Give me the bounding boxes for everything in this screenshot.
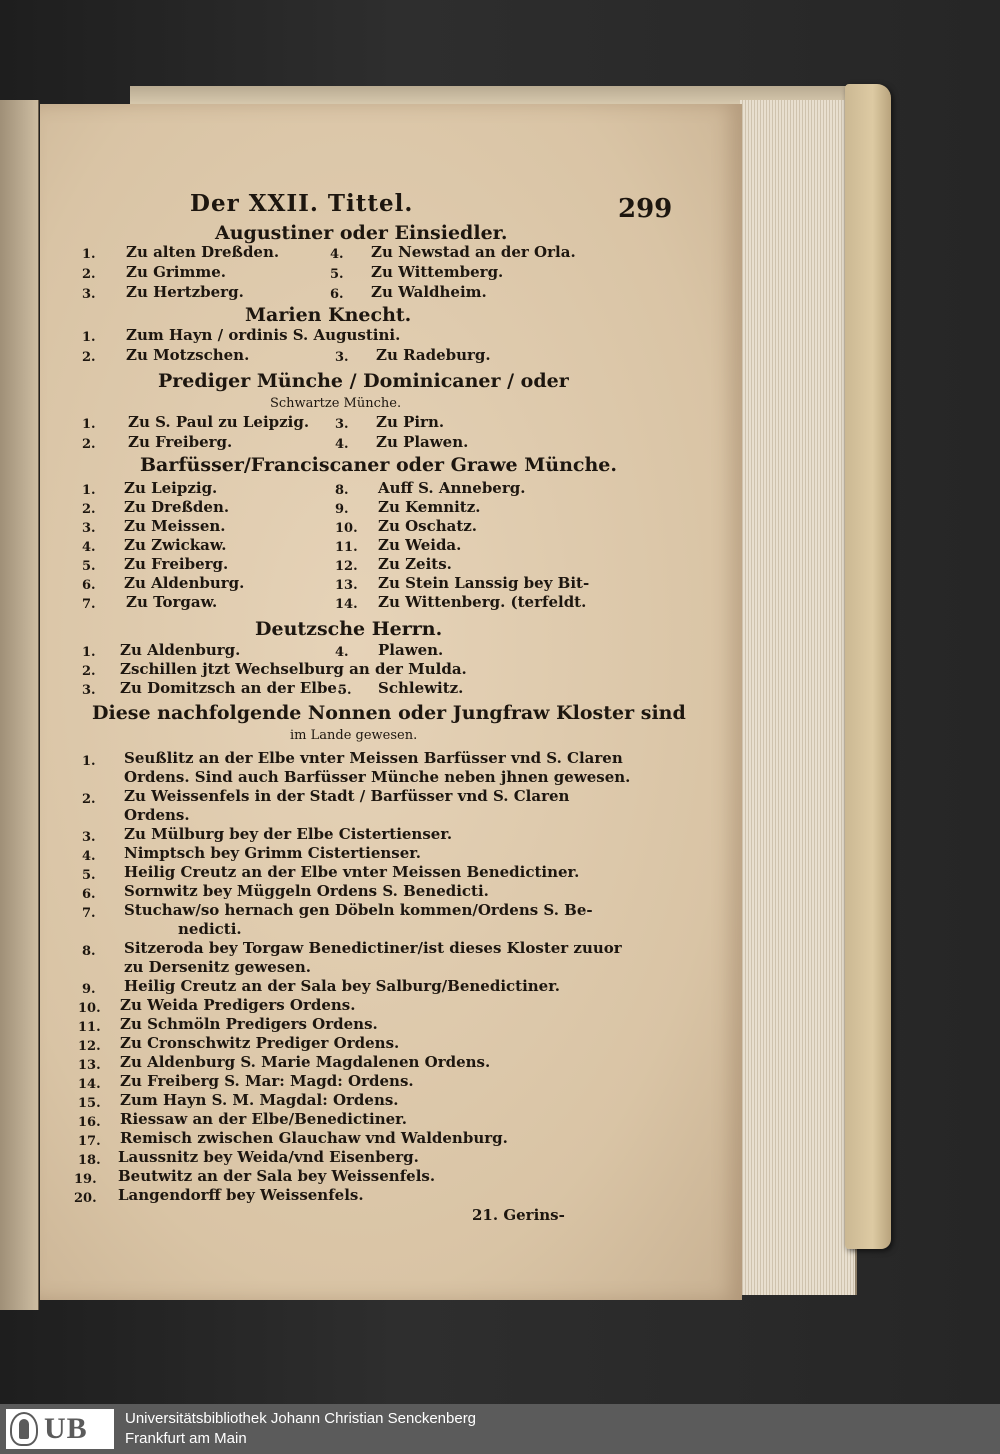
item-number: 18. [78, 1153, 101, 1168]
section-subtitle: im Lande gewesen. [290, 728, 418, 743]
item-text: Sornwitz bey Müggeln Ordens S. Benedicti. [124, 882, 489, 900]
item-number: 10. [335, 521, 358, 536]
item-number: 16. [78, 1115, 101, 1130]
item-text: Zu Zwickaw. [124, 536, 227, 554]
item-number: 2. [82, 350, 96, 365]
item-text: Zu Pirn. [376, 413, 445, 431]
item-text: Nimptsch bey Grimm Cistertienser. [124, 844, 422, 862]
item-text: Zu Waldheim. [371, 283, 487, 301]
item-text: Zu Aldenburg. [120, 641, 241, 659]
item-number: 6. [330, 287, 344, 302]
item-text: Zu Torgaw. [126, 593, 218, 611]
item-number: 11. [335, 540, 358, 555]
item-text: Zum Hayn / ordinis S. Augustini. [126, 326, 401, 344]
item-number: 5. [82, 559, 96, 574]
item-text: Zu Hertzberg. [126, 283, 244, 301]
item-number: 3. [335, 350, 349, 365]
item-number: 8. [335, 483, 349, 498]
item-number: 4. [82, 849, 96, 864]
item-number: 3. [335, 417, 349, 432]
item-text: Zu Freiberg. [128, 433, 233, 451]
item-number: 20. [74, 1191, 97, 1206]
item-number: 13. [335, 578, 358, 593]
item-text: Zu Stein Lanssig bey Bit- [378, 574, 590, 592]
item-number: 2. [82, 792, 96, 807]
item-text: Heilig Creutz an der Elbe vnter Meissen Benedictiner. [124, 863, 580, 881]
item-number: 14. [78, 1077, 101, 1092]
item-text: Sitzeroda bey Torgaw Benedictiner/ist dieses Kloster zuuor [124, 939, 622, 957]
item-text: Zu alten Dreßden. [126, 243, 280, 261]
item-number: 3. [82, 521, 96, 536]
item-text: Zu Dreßden. [124, 498, 230, 516]
item-number: 1. [82, 754, 96, 769]
item-number: 5. [82, 868, 96, 883]
library-logo[interactable] [6, 1409, 114, 1449]
item-number: 19. [74, 1172, 97, 1187]
item-text: Zu Grimme. [126, 263, 226, 281]
item-number: 1. [82, 417, 96, 432]
item-text: Zu Freiberg S. Mar: Magd: Ordens. [120, 1072, 414, 1090]
portrait-seal-icon [10, 1412, 38, 1446]
item-text: Zu Weissenfels in der Stadt / Barfüsser vnd S. Claren [124, 787, 570, 805]
item-text: Zu Radeburg. [376, 346, 491, 364]
item-text-continued: Ordens. Sind auch Barfüsser Münche neben jhnen gewesen. [124, 768, 631, 786]
item-text: Laussnitz bey Weida/vnd Eisenberg. [118, 1148, 419, 1166]
running-header: Der XXII. Tittel. [190, 190, 414, 217]
item-number: 6. [82, 578, 96, 593]
item-number: 4. [82, 540, 96, 555]
item-number: 3. [82, 683, 96, 698]
item-text: Zu Cronschwitz Prediger Ordens. [120, 1034, 400, 1052]
item-text: Zu Mülburg bey der Elbe Cistertienser. [124, 825, 453, 843]
library-name: Universitätsbibliothek Johann Christian Senckenberg [125, 1410, 477, 1427]
library-location: Frankfurt am Main [125, 1430, 247, 1447]
logo-text: UB [44, 1412, 88, 1445]
page-block-edges [740, 100, 857, 1295]
item-text: Zu Wittenberg. (terfeldt. [378, 593, 587, 611]
item-text: Zu Motzschen. [126, 346, 250, 364]
page-number: 299 [618, 194, 673, 224]
item-number: 2. [82, 664, 96, 679]
item-text: Zu Weida Predigers Ordens. [120, 996, 356, 1014]
item-text: Zu Zeits. [378, 555, 452, 573]
item-number: 10. [78, 1001, 101, 1016]
item-number: 6. [82, 887, 96, 902]
item-text: Zu Aldenburg. [124, 574, 245, 592]
item-number: 5. [338, 683, 352, 698]
item-text: Remisch zwischen Glauchaw vnd Waldenburg. [120, 1129, 508, 1147]
item-number: 4. [330, 247, 344, 262]
item-number: 1. [82, 483, 96, 498]
item-number: 2. [82, 267, 96, 282]
item-text: Zu Meissen. [124, 517, 226, 535]
item-number: 3. [82, 287, 96, 302]
item-number: 1. [82, 645, 96, 660]
item-number: 1. [82, 330, 96, 345]
item-text: Schlewitz. [378, 679, 464, 697]
item-text-continued: nedicti. [178, 920, 242, 938]
item-text: Zu Kemnitz. [378, 498, 481, 516]
item-text: Zu Wittemberg. [371, 263, 504, 281]
item-text: Zu Plawen. [376, 433, 469, 451]
item-text: Zu Schmöln Predigers Ordens. [120, 1015, 378, 1033]
item-text: Zu Domitzsch an der Elbe. [120, 679, 343, 697]
item-text-continued: Ordens. [124, 806, 190, 824]
section-subtitle: Schwartze Münche. [270, 396, 402, 411]
item-text: Zu Freiberg. [124, 555, 229, 573]
item-number: 2. [82, 502, 96, 517]
item-text: Langendorff bey Weissenfels. [118, 1186, 364, 1204]
item-number: 7. [82, 597, 96, 612]
item-text: Beutwitz an der Sala bey Weissenfels. [118, 1167, 436, 1185]
item-number: 17. [78, 1134, 101, 1149]
section-title: Barfüsser/Franciscaner oder Grawe Münche. [140, 454, 618, 476]
item-text: Zu Weida. [378, 536, 462, 554]
item-number: 4. [335, 645, 349, 660]
item-number: 12. [78, 1039, 101, 1054]
item-number: 8. [82, 944, 96, 959]
item-text: Zschillen jtzt Wechselburg an der Mulda. [120, 660, 467, 678]
item-number: 4. [335, 437, 349, 452]
item-text: Riessaw an der Elbe/Benedictiner. [120, 1110, 407, 1128]
item-text: Stuchaw/so hernach gen Döbeln kommen/Ordens S. Be- [124, 901, 593, 919]
library-footer [0, 1404, 1000, 1454]
section-title: Prediger Münche / Dominicaner / oder [158, 370, 569, 392]
section-title: Marien Knecht. [245, 304, 412, 326]
item-text: Zu Leipzig. [124, 479, 218, 497]
item-number: 9. [82, 982, 96, 997]
section-title: Diese nachfolgende Nonnen oder Jungfraw Kloster sind [92, 702, 686, 724]
item-number: 15. [78, 1096, 101, 1111]
item-text: Plawen. [378, 641, 444, 659]
item-number: 12. [335, 559, 358, 574]
item-number: 2. [82, 437, 96, 452]
item-number: 5. [330, 267, 344, 282]
item-number: 7. [82, 906, 96, 921]
item-text: Zu Aldenburg S. Marie Magdalenen Ordens. [120, 1053, 491, 1071]
item-text: Zu Oschatz. [378, 517, 478, 535]
item-text: Seußlitz an der Elbe vnter Meissen Barfüsser vnd S. Claren [124, 749, 623, 767]
item-number: 1. [82, 247, 96, 262]
item-number: 14. [335, 597, 358, 612]
item-text-continued: zu Dersenitz gewesen. [124, 958, 311, 976]
item-text: Zu Newstad an der Orla. [371, 243, 576, 261]
book-page [40, 104, 742, 1300]
item-number: 11. [78, 1020, 101, 1035]
section-title: Augustiner oder Einsiedler. [215, 222, 508, 244]
item-number: 3. [82, 830, 96, 845]
section-title: Deutzsche Herrn. [255, 618, 443, 640]
item-text: Auff S. Anneberg. [378, 479, 526, 497]
facing-page-edge [0, 100, 39, 1310]
item-text: Heilig Creutz an der Sala bey Salburg/Benedictiner. [124, 977, 560, 995]
book-cover [845, 84, 891, 1249]
item-text: Zum Hayn S. M. Magdal: Ordens. [120, 1091, 399, 1109]
catchword: 21. Gerins- [472, 1206, 565, 1224]
item-text: Zu S. Paul zu Leipzig. [128, 413, 310, 431]
item-number: 13. [78, 1058, 101, 1073]
item-number: 9. [335, 502, 349, 517]
